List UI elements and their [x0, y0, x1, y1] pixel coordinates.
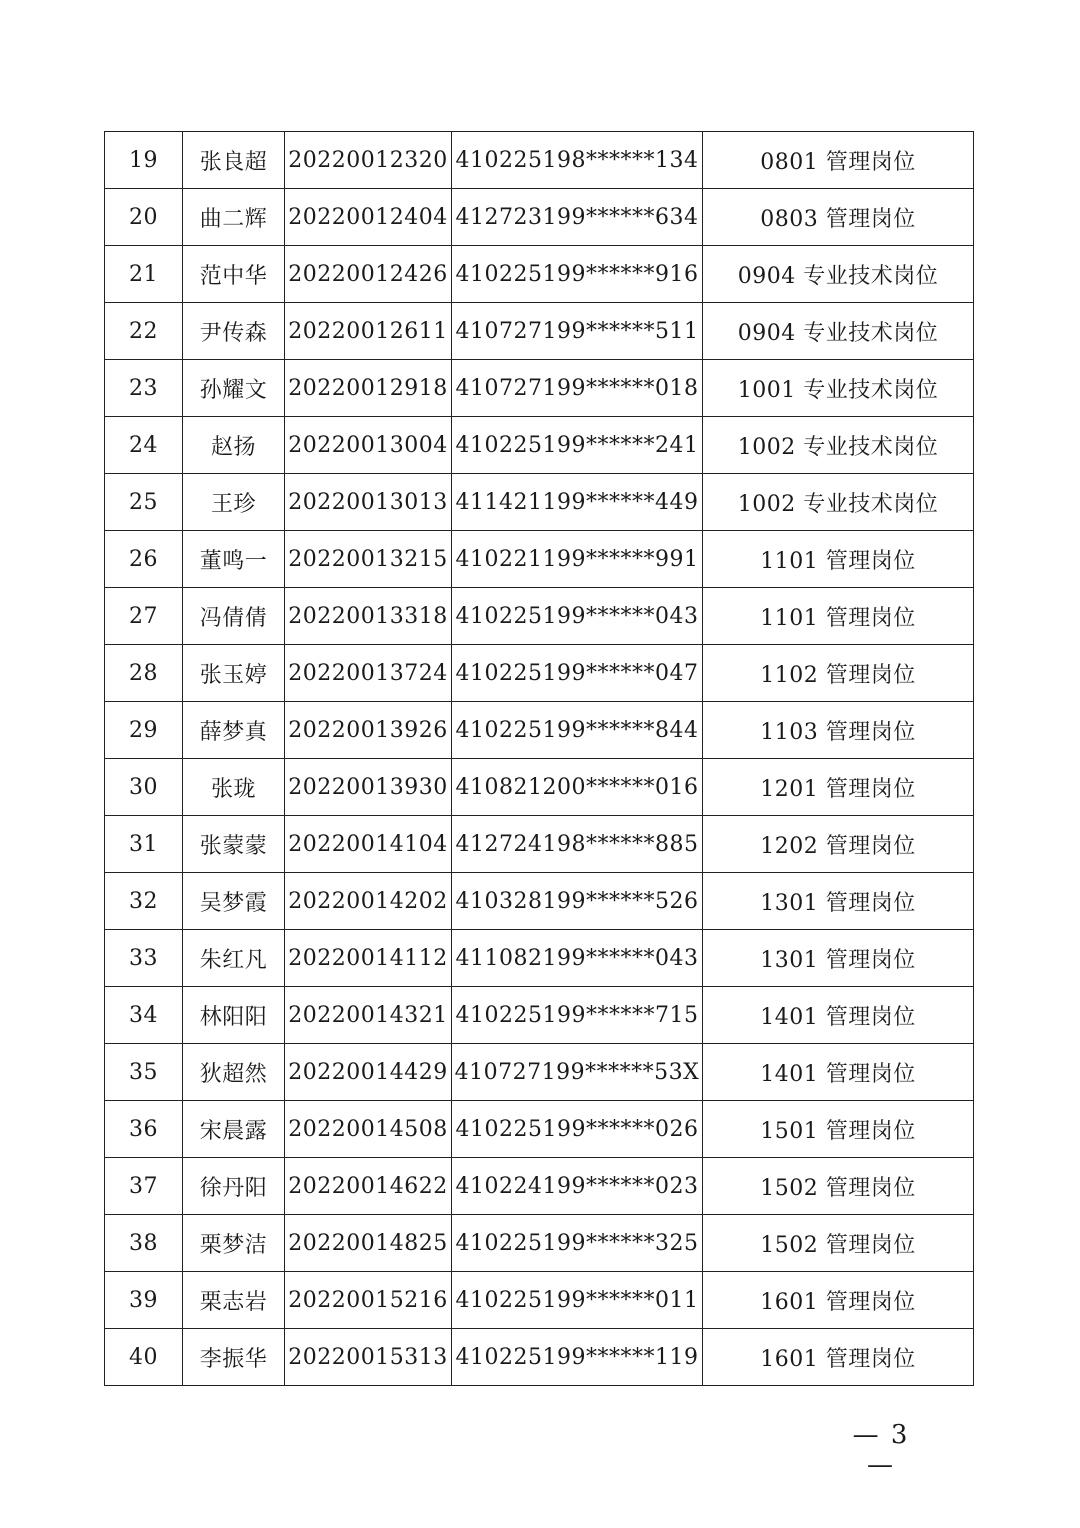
id-number: 410225199******119: [452, 1329, 703, 1386]
candidate-name: 张珑: [183, 759, 285, 816]
position: 0803 管理岗位: [703, 189, 974, 246]
candidate-name: 张蒙蒙: [183, 816, 285, 873]
row-index: 28: [105, 645, 183, 702]
table-row: [105, 987, 974, 1044]
row-index: 21: [105, 246, 183, 303]
id-number: 410225199******715: [452, 987, 703, 1044]
row-index: 34: [105, 987, 183, 1044]
table-row: [105, 417, 974, 474]
position: 1401 管理岗位: [703, 1044, 974, 1101]
id-number: 412723199******634: [452, 189, 703, 246]
candidate-name: 林阳阳: [183, 987, 285, 1044]
id-number: 411421199******449: [452, 474, 703, 531]
candidate-table-body: [105, 132, 974, 1386]
ticket-number: 20220012918: [285, 360, 452, 417]
ticket-number: 20220013926: [285, 702, 452, 759]
row-index: 37: [105, 1158, 183, 1215]
row-index: 23: [105, 360, 183, 417]
row-index: 30: [105, 759, 183, 816]
candidate-name: 张良超: [183, 132, 285, 189]
row-index: 38: [105, 1215, 183, 1272]
candidate-name: 栗梦洁: [183, 1215, 285, 1272]
table-row: [105, 474, 974, 531]
table-row: [105, 1329, 974, 1386]
position: 1002 专业技术岗位: [703, 417, 974, 474]
ticket-number: 20220013215: [285, 531, 452, 588]
position: 1002 专业技术岗位: [703, 474, 974, 531]
ticket-number: 20220015216: [285, 1272, 452, 1329]
row-index: 24: [105, 417, 183, 474]
position: 1201 管理岗位: [703, 759, 974, 816]
row-index: 26: [105, 531, 183, 588]
table-row: [105, 930, 974, 987]
row-index: 20: [105, 189, 183, 246]
id-number: 410225198******134: [452, 132, 703, 189]
position: 0904 专业技术岗位: [703, 303, 974, 360]
position: 1501 管理岗位: [703, 1101, 974, 1158]
position: 0904 专业技术岗位: [703, 246, 974, 303]
position: 1101 管理岗位: [703, 531, 974, 588]
ticket-number: 20220012404: [285, 189, 452, 246]
id-number: 410328199******526: [452, 873, 703, 930]
candidate-name: 薛梦真: [183, 702, 285, 759]
candidate-name: 徐丹阳: [183, 1158, 285, 1215]
ticket-number: 20220014104: [285, 816, 452, 873]
candidate-name: 吴梦霞: [183, 873, 285, 930]
id-number: 410727199******018: [452, 360, 703, 417]
ticket-number: 20220014825: [285, 1215, 452, 1272]
ticket-number: 20220013724: [285, 645, 452, 702]
candidate-name: 董鸣一: [183, 531, 285, 588]
candidate-table: [104, 131, 974, 1386]
candidate-name: 栗志岩: [183, 1272, 285, 1329]
table-row: [105, 189, 974, 246]
position: 1001 专业技术岗位: [703, 360, 974, 417]
position: 1202 管理岗位: [703, 816, 974, 873]
id-number: 410221199******991: [452, 531, 703, 588]
id-number: 410821200******016: [452, 759, 703, 816]
position: 1301 管理岗位: [703, 873, 974, 930]
id-number: 410727199******53X: [452, 1044, 703, 1101]
position: 1301 管理岗位: [703, 930, 974, 987]
id-number: 410225199******011: [452, 1272, 703, 1329]
id-number: 410225199******844: [452, 702, 703, 759]
row-index: 33: [105, 930, 183, 987]
position: 1601 管理岗位: [703, 1272, 974, 1329]
ticket-number: 20220013013: [285, 474, 452, 531]
ticket-number: 20220012426: [285, 246, 452, 303]
ticket-number: 20220014508: [285, 1101, 452, 1158]
ticket-number: 20220014321: [285, 987, 452, 1044]
table-row: [105, 303, 974, 360]
table-row: [105, 1101, 974, 1158]
candidate-name: 李振华: [183, 1329, 285, 1386]
id-number: 410225199******325: [452, 1215, 703, 1272]
ticket-number: 20220012611: [285, 303, 452, 360]
id-number: 411082199******043: [452, 930, 703, 987]
candidate-name: 宋晨露: [183, 1101, 285, 1158]
candidate-name: 王珍: [183, 474, 285, 531]
id-number: 412724198******885: [452, 816, 703, 873]
candidate-name: 尹传森: [183, 303, 285, 360]
ticket-number: 20220013930: [285, 759, 452, 816]
row-index: 19: [105, 132, 183, 189]
id-number: 410727199******511: [452, 303, 703, 360]
ticket-number: 20220012320: [285, 132, 452, 189]
table-row: [105, 246, 974, 303]
table-row: [105, 702, 974, 759]
ticket-number: 20220013318: [285, 588, 452, 645]
page-number: — 3 —: [852, 1420, 910, 1480]
candidate-name: 狄超然: [183, 1044, 285, 1101]
row-index: 31: [105, 816, 183, 873]
table-row: [105, 132, 974, 189]
table-row: [105, 1044, 974, 1101]
table-row: [105, 759, 974, 816]
id-number: 410225199******047: [452, 645, 703, 702]
id-number: 410225199******043: [452, 588, 703, 645]
row-index: 27: [105, 588, 183, 645]
table-row: [105, 645, 974, 702]
position: 1502 管理岗位: [703, 1158, 974, 1215]
id-number: 410224199******023: [452, 1158, 703, 1215]
ticket-number: 20220014202: [285, 873, 452, 930]
row-index: 40: [105, 1329, 183, 1386]
table-row: [105, 1272, 974, 1329]
ticket-number: 20220013004: [285, 417, 452, 474]
ticket-number: 20220014622: [285, 1158, 452, 1215]
row-index: 22: [105, 303, 183, 360]
candidate-name: 孙耀文: [183, 360, 285, 417]
row-index: 32: [105, 873, 183, 930]
candidate-name: 范中华: [183, 246, 285, 303]
candidate-name: 朱红凡: [183, 930, 285, 987]
candidate-name: 曲二辉: [183, 189, 285, 246]
row-index: 35: [105, 1044, 183, 1101]
id-number: 410225199******241: [452, 417, 703, 474]
candidate-name: 张玉婷: [183, 645, 285, 702]
row-index: 39: [105, 1272, 183, 1329]
ticket-number: 20220014112: [285, 930, 452, 987]
id-number: 410225199******026: [452, 1101, 703, 1158]
ticket-number: 20220014429: [285, 1044, 452, 1101]
position: 1103 管理岗位: [703, 702, 974, 759]
candidate-name: 冯倩倩: [183, 588, 285, 645]
position: 1102 管理岗位: [703, 645, 974, 702]
table-row: [105, 531, 974, 588]
table-row: [105, 873, 974, 930]
position: 1401 管理岗位: [703, 987, 974, 1044]
row-index: 36: [105, 1101, 183, 1158]
position: 1101 管理岗位: [703, 588, 974, 645]
table-row: [105, 1158, 974, 1215]
position: 0801 管理岗位: [703, 132, 974, 189]
ticket-number: 20220015313: [285, 1329, 452, 1386]
id-number: 410225199******916: [452, 246, 703, 303]
table-row: [105, 1215, 974, 1272]
position: 1502 管理岗位: [703, 1215, 974, 1272]
candidate-name: 赵扬: [183, 417, 285, 474]
table-row: [105, 588, 974, 645]
row-index: 29: [105, 702, 183, 759]
table-row: [105, 816, 974, 873]
position: 1601 管理岗位: [703, 1329, 974, 1386]
table-row: [105, 360, 974, 417]
row-index: 25: [105, 474, 183, 531]
